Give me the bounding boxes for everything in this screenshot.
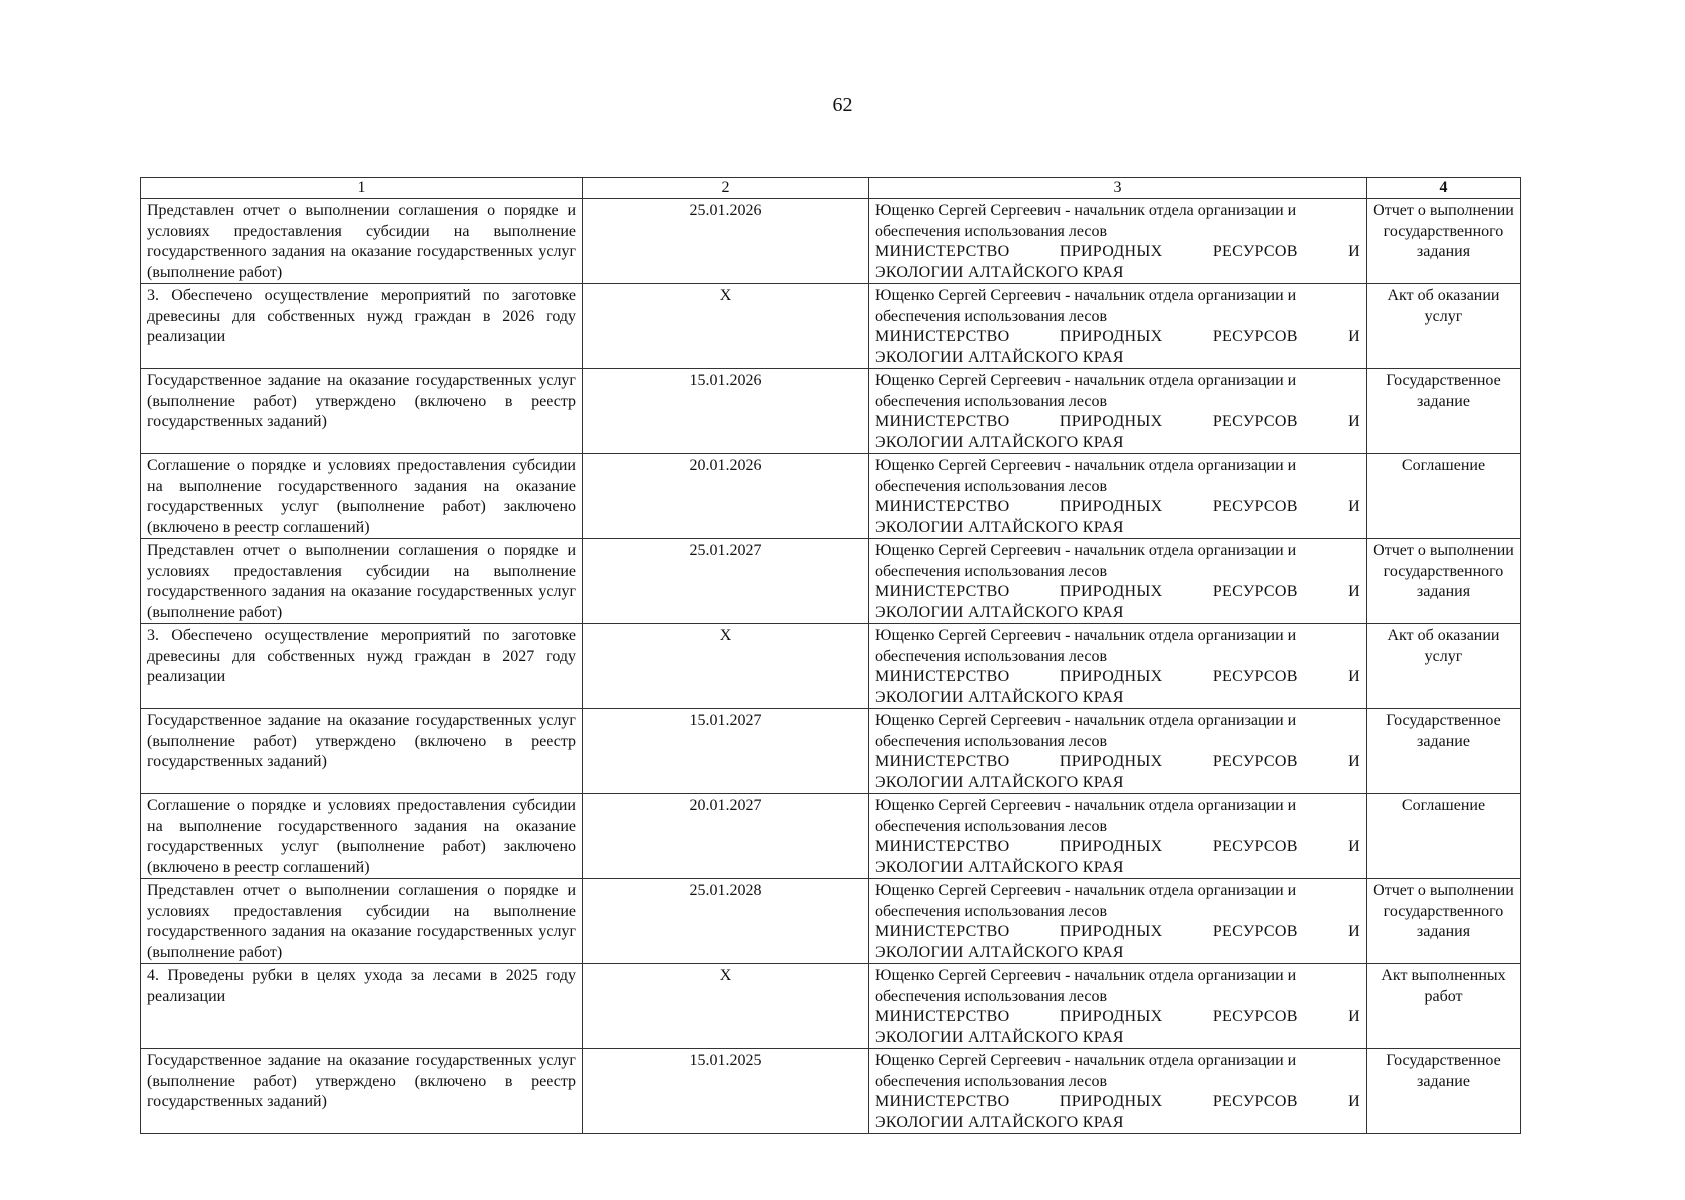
document-cell: Государственное задание xyxy=(1367,369,1521,454)
event-cell: Соглашение о порядке и условиях предоставления субсидии на выполнение государственного задания на оказание государственных услуг (выполнение работ) заключено (включено в реестр соглашений) xyxy=(141,794,583,879)
ministry-line-1: МИНИСТЕРСТВО ПРИРОДНЫХ РЕСУРСОВ И xyxy=(875,1093,1360,1110)
event-cell: Представлен отчет о выполнении соглашения о порядке и условиях предоставления субсидии на выполнение государственного задания на оказание государственных услуг (выполнение работ) xyxy=(141,539,583,624)
page-number: 62 xyxy=(832,94,853,116)
date-cell: 20.01.2027 xyxy=(583,794,869,879)
table-row-10 xyxy=(141,964,1521,1049)
date-cell: X xyxy=(583,284,869,369)
responsible-person: Ющенко Сергей Сергеевич - начальник отдела организации и обеспечения использования лесов xyxy=(875,627,1297,665)
responsible-person: Ющенко Сергей Сергеевич - начальник отдела организации и обеспечения использования лесов xyxy=(875,1052,1297,1090)
responsible-person: Ющенко Сергей Сергеевич - начальник отдела организации и обеспечения использования лесов xyxy=(875,712,1297,750)
ministry-line-1: МИНИСТЕРСТВО ПРИРОДНЫХ РЕСУРСОВ И xyxy=(875,668,1360,685)
event-cell: Представлен отчет о выполнении соглашения о порядке и условиях предоставления субсидии на выполнение государственного задания на оказание государственных услуг (выполнение работ) xyxy=(141,199,583,284)
date-cell: X xyxy=(583,964,869,1049)
table-row-4 xyxy=(141,454,1521,539)
document-cell: Соглашение xyxy=(1367,794,1521,879)
ministry-line-2: ЭКОЛОГИИ АЛТАЙСКОГО КРАЯ xyxy=(875,433,1124,451)
responsible-person: Ющенко Сергей Сергеевич - начальник отдела организации и обеспечения использования лесов xyxy=(875,372,1297,410)
event-cell: 4. Проведены рубки в целях ухода за лесами в 2025 году реализации xyxy=(141,964,583,1049)
ministry-line-2: ЭКОЛОГИИ АЛТАЙСКОГО КРАЯ xyxy=(875,1113,1124,1131)
date-cell: X xyxy=(583,624,869,709)
table-row-3 xyxy=(141,369,1521,454)
table-row-7 xyxy=(141,709,1521,794)
ministry-line-1: МИНИСТЕРСТВО ПРИРОДНЫХ РЕСУРСОВ И xyxy=(875,923,1360,940)
date-cell: 15.01.2026 xyxy=(583,369,869,454)
header-col-2: 2 xyxy=(583,178,869,199)
responsible-cell xyxy=(869,454,1367,539)
ministry-line-1: МИНИСТЕРСТВО ПРИРОДНЫХ РЕСУРСОВ И xyxy=(875,1008,1360,1025)
event-cell: Государственное задание на оказание государственных услуг (выполнение работ) утверждено (включено в реестр государственных заданий) xyxy=(141,709,583,794)
table-row-11 xyxy=(141,1049,1521,1134)
table-body xyxy=(141,199,1521,1134)
ministry-line-2: ЭКОЛОГИИ АЛТАЙСКОГО КРАЯ xyxy=(875,943,1124,961)
responsible-cell xyxy=(869,624,1367,709)
table-row-5 xyxy=(141,539,1521,624)
responsible-person: Ющенко Сергей Сергеевич - начальник отдела организации и обеспечения использования лесов xyxy=(875,202,1297,240)
event-cell: 3. Обеспечено осуществление мероприятий по заготовке древесины для собственных нужд граждан в 2027 году реализации xyxy=(141,624,583,709)
responsible-cell xyxy=(869,284,1367,369)
date-cell: 25.01.2026 xyxy=(583,199,869,284)
responsible-person: Ющенко Сергей Сергеевич - начальник отдела организации и обеспечения использования лесов xyxy=(875,797,1297,835)
header-col-4: 4 xyxy=(1367,178,1521,199)
ministry-line-1: МИНИСТЕРСТВО ПРИРОДНЫХ РЕСУРСОВ И xyxy=(875,753,1360,770)
table-row-6 xyxy=(141,624,1521,709)
ministry-line-2: ЭКОЛОГИИ АЛТАЙСКОГО КРАЯ xyxy=(875,263,1124,281)
responsible-cell xyxy=(869,369,1367,454)
responsible-person: Ющенко Сергей Сергеевич - начальник отдела организации и обеспечения использования лесов xyxy=(875,882,1297,920)
date-cell: 15.01.2025 xyxy=(583,1049,869,1134)
table-row-9 xyxy=(141,879,1521,964)
document-cell: Акт об оказании услуг xyxy=(1367,624,1521,709)
control-points-table xyxy=(140,177,1521,1134)
responsible-person: Ющенко Сергей Сергеевич - начальник отдела организации и обеспечения использования лесов xyxy=(875,967,1297,1005)
ministry-line-2: ЭКОЛОГИИ АЛТАЙСКОГО КРАЯ xyxy=(875,348,1124,366)
event-cell: Представлен отчет о выполнении соглашения о порядке и условиях предоставления субсидии на выполнение государственного задания на оказание государственных услуг (выполнение работ) xyxy=(141,879,583,964)
responsible-cell xyxy=(869,199,1367,284)
table-row-2 xyxy=(141,284,1521,369)
ministry-line-1: МИНИСТЕРСТВО ПРИРОДНЫХ РЕСУРСОВ И xyxy=(875,838,1360,855)
event-cell: Государственное задание на оказание государственных услуг (выполнение работ) утверждено (включено в реестр государственных заданий) xyxy=(141,1049,583,1134)
table-row-8 xyxy=(141,794,1521,879)
ministry-line-2: ЭКОЛОГИИ АЛТАЙСКОГО КРАЯ xyxy=(875,773,1124,791)
ministry-line-2: ЭКОЛОГИИ АЛТАЙСКОГО КРАЯ xyxy=(875,518,1124,536)
ministry-line-1: МИНИСТЕРСТВО ПРИРОДНЫХ РЕСУРСОВ И xyxy=(875,243,1360,260)
document-cell: Отчет о выполнении государственного задания xyxy=(1367,199,1521,284)
ministry-line-1: МИНИСТЕРСТВО ПРИРОДНЫХ РЕСУРСОВ И xyxy=(875,498,1360,515)
ministry-line-1: МИНИСТЕРСТВО ПРИРОДНЫХ РЕСУРСОВ И xyxy=(875,328,1360,345)
ministry-line-2: ЭКОЛОГИИ АЛТАЙСКОГО КРАЯ xyxy=(875,858,1124,876)
date-cell: 15.01.2027 xyxy=(583,709,869,794)
document-cell: Государственное задание xyxy=(1367,709,1521,794)
responsible-cell xyxy=(869,1049,1367,1134)
document-cell: Отчет о выполнении государственного задания xyxy=(1367,879,1521,964)
date-cell: 25.01.2028 xyxy=(583,879,869,964)
header-col-1: 1 xyxy=(141,178,583,199)
ministry-line-1: МИНИСТЕРСТВО ПРИРОДНЫХ РЕСУРСОВ И xyxy=(875,413,1360,430)
ministry-line-2: ЭКОЛОГИИ АЛТАЙСКОГО КРАЯ xyxy=(875,688,1124,706)
responsible-cell xyxy=(869,964,1367,1049)
ministry-line-2: ЭКОЛОГИИ АЛТАЙСКОГО КРАЯ xyxy=(875,603,1124,621)
document-cell: Отчет о выполнении государственного задания xyxy=(1367,539,1521,624)
ministry-line-2: ЭКОЛОГИИ АЛТАЙСКОГО КРАЯ xyxy=(875,1028,1124,1046)
date-cell: 20.01.2026 xyxy=(583,454,869,539)
responsible-cell xyxy=(869,879,1367,964)
table-header xyxy=(141,178,1521,199)
date-cell: 25.01.2027 xyxy=(583,539,869,624)
document-cell: Государственное задание xyxy=(1367,1049,1521,1134)
responsible-cell xyxy=(869,794,1367,879)
event-cell: 3. Обеспечено осуществление мероприятий по заготовке древесины для собственных нужд граждан в 2026 году реализации xyxy=(141,284,583,369)
document-cell: Акт об оказании услуг xyxy=(1367,284,1521,369)
header-col-3: 3 xyxy=(869,178,1367,199)
event-cell: Соглашение о порядке и условиях предоставления субсидии на выполнение государственного задания на оказание государственных услуг (выполнение работ) заключено (включено в реестр соглашений) xyxy=(141,454,583,539)
ministry-line-1: МИНИСТЕРСТВО ПРИРОДНЫХ РЕСУРСОВ И xyxy=(875,583,1360,600)
responsible-cell xyxy=(869,709,1367,794)
event-cell: Государственное задание на оказание государственных услуг (выполнение работ) утверждено (включено в реестр государственных заданий) xyxy=(141,369,583,454)
document-cell: Акт выполненных работ xyxy=(1367,964,1521,1049)
header-row xyxy=(141,178,1521,199)
responsible-person: Ющенко Сергей Сергеевич - начальник отдела организации и обеспечения использования лесов xyxy=(875,457,1297,495)
responsible-person: Ющенко Сергей Сергеевич - начальник отдела организации и обеспечения использования лесов xyxy=(875,287,1297,325)
document-cell: Соглашение xyxy=(1367,454,1521,539)
table-row-1 xyxy=(141,199,1521,284)
responsible-person: Ющенко Сергей Сергеевич - начальник отдела организации и обеспечения использования лесов xyxy=(875,542,1297,580)
responsible-cell xyxy=(869,539,1367,624)
